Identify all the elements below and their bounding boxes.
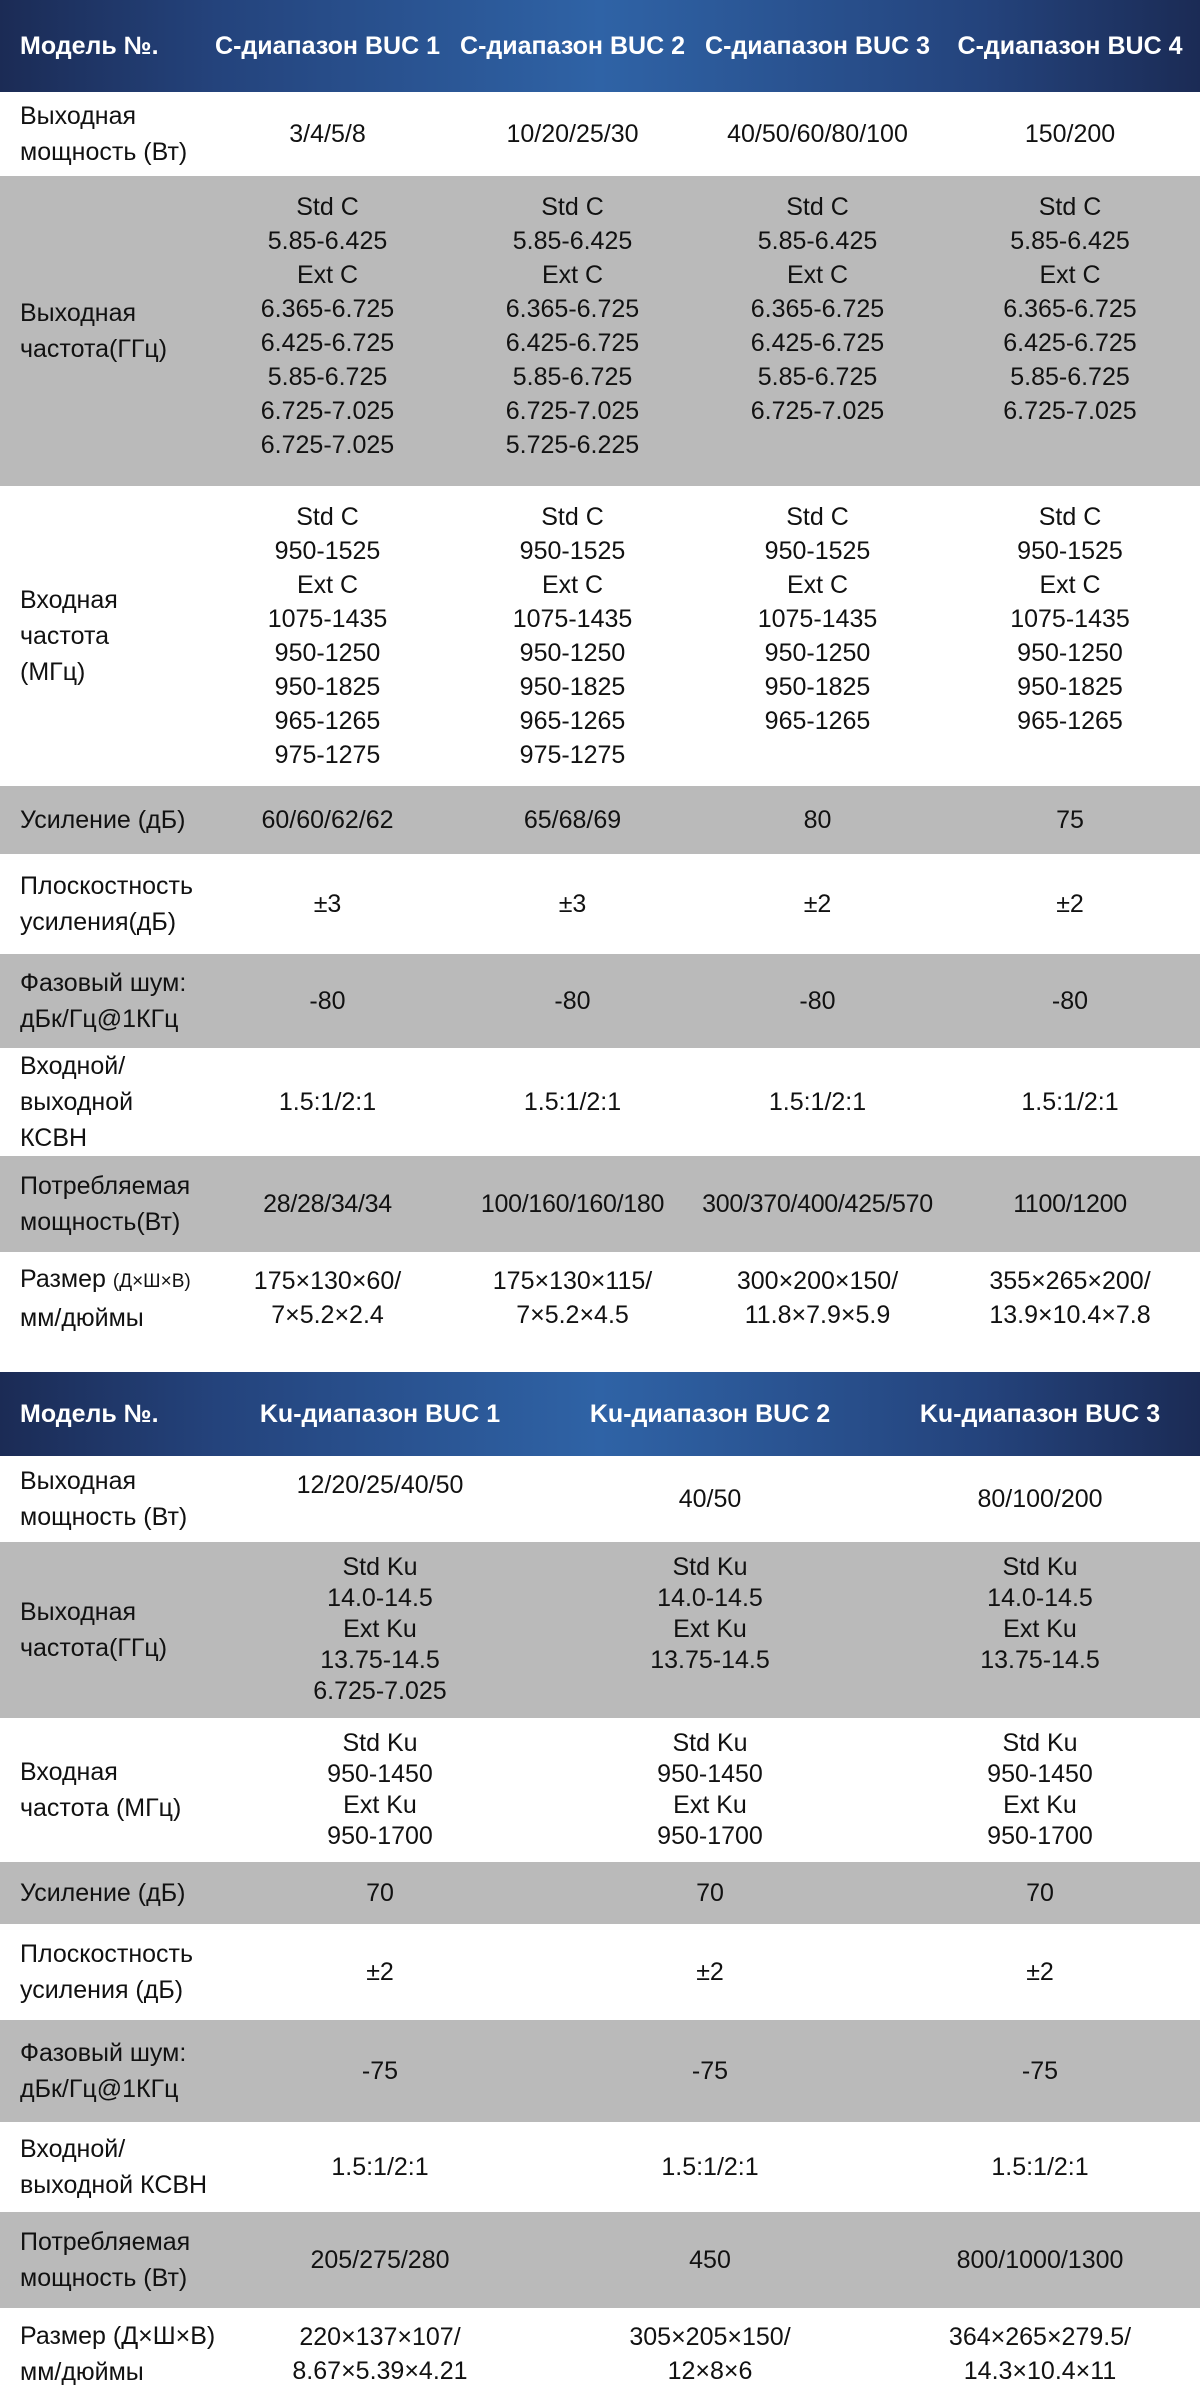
c-label-input-frequency: Входная частота (МГц) — [20, 586, 118, 686]
c-cell: ±3 — [558, 890, 587, 918]
ku-label-input-frequency: Входная частота (МГц) — [20, 1758, 182, 1822]
ku-row-input-frequency — [0, 1718, 1200, 1862]
c-row-label — [0, 786, 205, 854]
c-label-output-power: Выходная мощность (Вт) — [20, 102, 188, 166]
c-cell: -80 — [554, 987, 591, 1015]
ku-cell: ±2 — [1026, 1958, 1054, 1986]
ku-band-spec-table — [0, 1372, 1200, 2400]
c-cell: 75 — [1056, 806, 1084, 834]
c-label-phase-noise: Фазовый шум: дБк/Гц@1КГц — [20, 969, 187, 1033]
c-label-output-frequency: Выходная частота(ГГц) — [20, 299, 168, 363]
c-cell: Std C 950-1525 Ext C 1075-1435 950-1250 950-1825 965-1265 — [1010, 503, 1130, 735]
ku-row-label — [0, 1456, 220, 1542]
c-cell: 150/200 — [1024, 120, 1116, 148]
ku-row-output-power — [0, 1456, 1200, 1542]
ku-cell: 40/50 — [678, 1485, 742, 1513]
ku-row-vswr — [0, 2122, 1200, 2212]
c-cell: Std C 5.85-6.425 Ext C 6.365-6.725 6.425-6.725 5.85-6.725 6.725-7.025 — [750, 193, 885, 425]
c-label-power-consumption: Потребляемая мощность(Вт) — [20, 1172, 191, 1236]
ku-cell: 220×137×107/ 8.67×5.39×4.21 — [292, 2323, 468, 2385]
ku-row-label — [0, 1542, 220, 1718]
c-row-output-frequency — [0, 176, 1200, 486]
c-label-dimensions: Размер — [20, 1264, 106, 1293]
c-cell: 100/160/160/180 — [480, 1190, 665, 1218]
c-model-label: Модель №. — [20, 31, 159, 60]
c-cell: Std C 5.85-6.425 Ext C 6.365-6.725 6.425-6.725 5.85-6.725 6.725-7.025 6.725-7.025 — [260, 193, 395, 459]
ku-label-phase-noise: Фазовый шум: дБк/Гц@1КГц — [20, 2039, 187, 2103]
ku-cell: 1.5:1/2:1 — [991, 2153, 1089, 2181]
ku-row-power-consumption — [0, 2212, 1200, 2308]
c-cell: 10/20/25/30 — [506, 120, 639, 148]
c-cell: ±2 — [803, 890, 832, 918]
c-cell: 355×265×200/ 13.9×10.4×7.8 — [989, 1267, 1151, 1329]
c-column-header-buc-3: C-диапазон BUC 3 — [705, 31, 930, 60]
ku-row-label — [0, 2122, 220, 2212]
c-cell: 80 — [803, 806, 832, 834]
ku-row-phase-noise — [0, 2020, 1200, 2122]
c-cell: 1.5:1/2:1 — [523, 1088, 622, 1116]
c-row-label — [0, 1156, 205, 1252]
ku-cell: Std Ku 950-1450 Ext Ku 950-1700 — [987, 1729, 1093, 1850]
ku-cell: 364×265×279.5/ 14.3×10.4×11 — [948, 2323, 1132, 2385]
c-row-label — [0, 92, 205, 176]
c-cell: Std C 950-1525 Ext C 1075-1435 950-1250 950-1825 965-1265 — [757, 503, 878, 735]
c-cell: 175×130×115/ 7×5.2×4.5 — [492, 1267, 653, 1329]
ku-cell: -75 — [361, 2057, 399, 2085]
c-row-gain-flatness — [0, 854, 1200, 954]
ku-column-header-buc-1: Ku-диапазон BUC 1 — [259, 1399, 501, 1428]
c-cell: -80 — [1051, 987, 1089, 1015]
c-row-label — [0, 1252, 205, 1344]
c-column-header-buc-4: C-диапазон BUC 4 — [957, 31, 1183, 60]
c-cell: -80 — [309, 987, 346, 1015]
ku-cell: 70 — [366, 1879, 394, 1907]
c-cell: 1.5:1/2:1 — [1021, 1088, 1119, 1116]
c-cell: 40/50/60/80/100 — [727, 120, 908, 148]
ku-cell: -75 — [1021, 2057, 1059, 2085]
ku-label-output-power: Выходная мощность (Вт) — [20, 1467, 188, 1531]
c-row-label — [0, 1048, 205, 1156]
ku-label-gain: Усиление (дБ) — [20, 1879, 186, 1907]
ku-label-vswr: Входной/ выходной КСВН — [20, 2135, 208, 2199]
ku-row-label — [0, 2020, 220, 2122]
ku-row-label — [0, 2212, 220, 2308]
ku-cell: 1.5:1/2:1 — [661, 2153, 759, 2181]
ku-cell: ±2 — [696, 1958, 724, 1986]
c-cell: 1.5:1/2:1 — [768, 1088, 867, 1116]
c-row-power-consumption — [0, 1156, 1200, 1252]
ku-cell: 1.5:1/2:1 — [331, 2153, 429, 2181]
c-cell: -80 — [799, 987, 836, 1015]
c-cell: 300×200×150/ 11.8×7.9×5.9 — [736, 1267, 899, 1329]
ku-row-label — [0, 1718, 220, 1862]
ku-label-output-frequency: Выходная частота(ГГц) — [20, 1598, 168, 1662]
ku-cell: -75 — [691, 2057, 729, 2085]
ku-label-gain-flatness: Плоскостность усиления (дБ) — [20, 1940, 193, 2004]
c-cell: 65/68/69 — [523, 806, 622, 834]
c-cell: 1.5:1/2:1 — [278, 1088, 377, 1116]
ku-cell: Std Ku 950-1450 Ext Ku 950-1700 — [657, 1729, 763, 1850]
c-row-dimensions — [0, 1252, 1200, 1344]
c-row-vswr — [0, 1048, 1200, 1156]
c-label-vswr: Входной/ выходной КСВН — [20, 1052, 134, 1152]
c-row-gain — [0, 786, 1200, 854]
ku-cell: Std Ku 14.0-14.5 Ext Ku 13.75-14.5 6.725-7.025 — [313, 1553, 447, 1705]
ku-row-label — [0, 2308, 220, 2400]
ku-column-header-buc-3: Ku-диапазон BUC 3 — [919, 1399, 1161, 1428]
ku-band-header-row — [0, 1372, 1200, 1456]
ku-cell: 80/100/200 — [977, 1485, 1103, 1513]
c-row-output-power — [0, 92, 1200, 176]
ku-row-label — [0, 1862, 220, 1924]
c-label-gain-flatness: Плоскостность усиления(дБ) — [20, 872, 193, 936]
c-row-label — [0, 486, 205, 786]
c-cell: Std C 950-1525 Ext C 1075-1435 950-1250 950-1825 965-1265 975-1275 — [267, 503, 388, 769]
c-cell: 1100/1200 — [1013, 1190, 1127, 1218]
ku-row-label — [0, 1924, 220, 2020]
c-cell: ±3 — [313, 890, 342, 918]
c-cell: Std C 5.85-6.425 Ext C 6.365-6.725 6.425-6.725 5.85-6.725 6.725-7.025 — [1003, 193, 1137, 425]
ku-cell: 450 — [689, 2246, 731, 2274]
c-cell: 3/4/5/8 — [289, 120, 366, 148]
c-cell: 60/60/62/62 — [261, 806, 394, 834]
c-row-label — [0, 854, 205, 954]
ku-cell: Std Ku 950-1450 Ext Ku 950-1700 — [327, 1729, 433, 1850]
ku-cell: 800/1000/1300 — [956, 2246, 1124, 2274]
c-cell: 28/28/34/34 — [263, 1190, 392, 1218]
ku-row-gain-flatness — [0, 1924, 1200, 2020]
ku-cell: 70 — [1026, 1879, 1054, 1907]
c-column-header-buc-1: C-диапазон BUC 1 — [215, 31, 440, 60]
ku-row-gain — [0, 1862, 1200, 1924]
c-row-label — [0, 954, 205, 1048]
c-row-label — [0, 176, 205, 486]
c-row-input-frequency — [0, 486, 1200, 786]
c-label-dimensions-note: (Д×Ш×В) — [112, 1270, 191, 1292]
c-cell: 300/370/400/425/570 — [702, 1190, 933, 1218]
c-band-header-row — [0, 0, 1200, 92]
c-cell: Std C 950-1525 Ext C 1075-1435 950-1250 950-1825 965-1265 975-1275 — [512, 503, 633, 769]
c-cell: Std C 5.85-6.425 Ext C 6.365-6.725 6.425-6.725 5.85-6.725 6.725-7.025 5.725-6.225 — [505, 193, 640, 459]
c-label-gain: Усиление (дБ) — [20, 806, 186, 834]
ku-cell: ±2 — [366, 1958, 394, 1986]
ku-cell: 12/20/25/40/50 — [296, 1471, 464, 1499]
c-cell: ±2 — [1056, 890, 1084, 918]
c-row-phase-noise — [0, 954, 1200, 1048]
ku-cell: 205/275/280 — [310, 2246, 450, 2274]
c-column-header-buc-2: C-диапазон BUC 2 — [460, 31, 685, 60]
ku-row-output-frequency — [0, 1542, 1200, 1718]
ku-row-dimensions — [0, 2308, 1200, 2400]
ku-cell: Std Ku 14.0-14.5 Ext Ku 13.75-14.5 — [980, 1553, 1100, 1674]
ku-cell: 305×205×150/ 12×8×6 — [629, 2323, 791, 2385]
c-label-dimensions-units: мм/дюймы — [20, 1303, 144, 1332]
ku-column-header-buc-2: Ku-диапазон BUC 2 — [589, 1399, 831, 1428]
c-cell: 175×130×60/ 7×5.2×2.4 — [253, 1267, 402, 1329]
ku-label-power-consumption: Потребляемая мощность (Вт) — [20, 2228, 191, 2292]
ku-label-dimensions: Размер (Д×Ш×В) мм/дюймы — [20, 2322, 216, 2386]
ku-cell: 70 — [696, 1879, 724, 1907]
ku-cell: Std Ku 14.0-14.5 Ext Ku 13.75-14.5 — [650, 1553, 770, 1674]
ku-model-label: Модель №. — [20, 1399, 159, 1428]
